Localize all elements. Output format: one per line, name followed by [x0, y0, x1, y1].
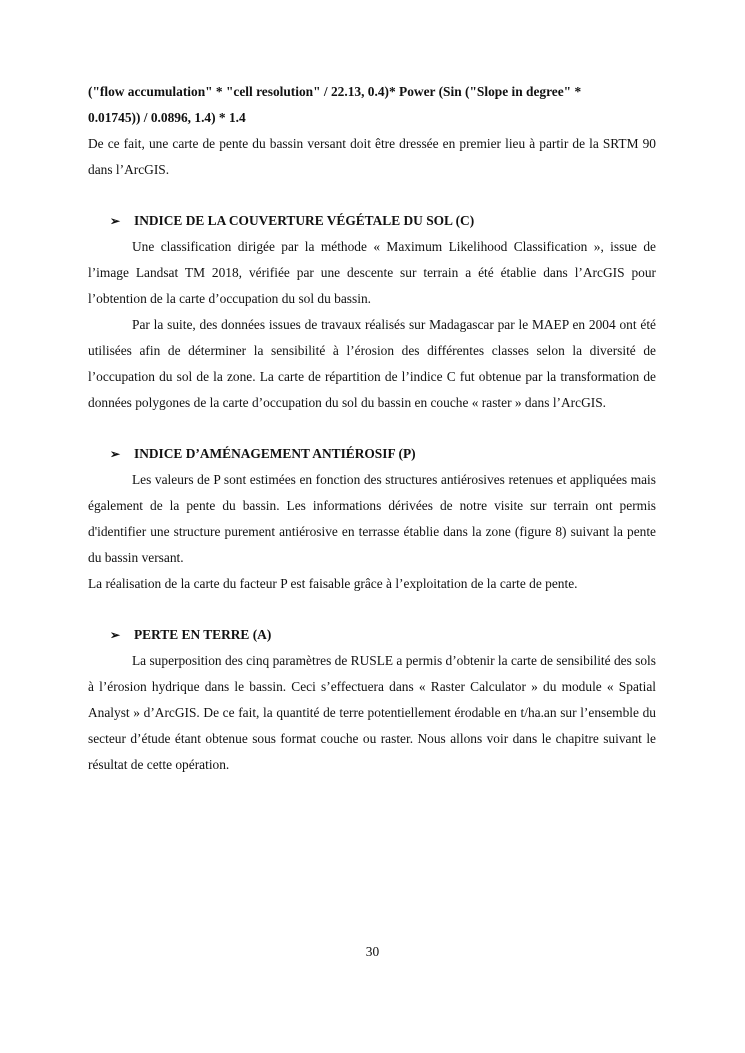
paragraph-p-1: Les valeurs de P sont estimées en fonction des structures antiérosives retenues et appliquées mais également de la pente du bassin. Les informations dérivées de notre visite sur terrain ont permis d'identifier une structure purement antiérosive en terrasse établie dans la zone (figure 8) suivant la pente du bassin versant. — [88, 472, 656, 565]
section-heading-a — [88, 622, 656, 648]
paragraph-a-1: La superposition des cinq paramètres de RUSLE a permis d’obtenir la carte de sensibilité des sols à l’érosion hydrique dans le bassin. Ceci s’effectuera dans « Raster Calculator » du module « Spatial Analyst » d’ArcGIS. De ce fait, la quantité de terre potentiellement érodable en t/ha.an sur l’ensemble du secteur d’étude étant obtenue sous format couche ou raster. Nous allons voir dans le chapitre suivant le résultat de cette opération. — [88, 653, 656, 772]
spacer — [88, 416, 656, 441]
spacer — [88, 183, 656, 208]
formula-line-1: ("flow accumulation" * "cell resolution" / 22.13, 0.4)* Power (Sin ("Slope in degree" * — [88, 84, 582, 99]
paragraph-c-2: Par la suite, des données issues de travaux réalisés sur Madagascar par le MAEP en 2004 ont été utilisées afin de déterminer la sensibilité à l’érosion des différentes classes selon la diversité de l’occupation du sol de la zone. La carte de répartition de l’indice C fut obtenue par la transformation de données polygones de la carte d’occupation du sol du bassin en couche « raster » dans l’ArcGIS. — [88, 317, 656, 410]
section-heading-p — [88, 441, 656, 467]
intro-paragraph: De ce fait, une carte de pente du bassin versant doit être dressée en premier lieu à partir de la SRTM 90 dans l’ArcGIS. — [88, 136, 656, 177]
paragraph-p-closing: La réalisation de la carte du facteur P est faisable grâce à l’exploitation de la carte de pente. — [88, 576, 578, 591]
section-title-a: PERTE EN TERRE (A) — [134, 627, 272, 642]
formula-line-2: 0.01745)) / 0.0896, 1.4) * 1.4 — [88, 110, 246, 125]
page-content — [88, 79, 656, 778]
arrow-bullet-icon: ➢ — [110, 214, 121, 228]
paragraph-c-1: Une classification dirigée par la méthode « Maximum Likelihood Classification », issue de l’image Landsat TM 2018, vérifiée par une descente sur terrain a été établie dans l’ArcGIS pour l’obtention de la carte d’occupation du sol du bassin. — [88, 239, 656, 306]
section-heading-c — [88, 208, 656, 234]
spacer — [88, 597, 656, 622]
section-title-c: INDICE DE LA COUVERTURE VÉGÉTALE DU SOL (C) — [134, 213, 475, 228]
arrow-bullet-icon: ➢ — [110, 447, 121, 461]
arrow-bullet-icon: ➢ — [110, 628, 121, 642]
section-title-p: INDICE D’AMÉNAGEMENT ANTIÉROSIF (P) — [134, 446, 416, 461]
page-number: 30 — [365, 944, 380, 959]
